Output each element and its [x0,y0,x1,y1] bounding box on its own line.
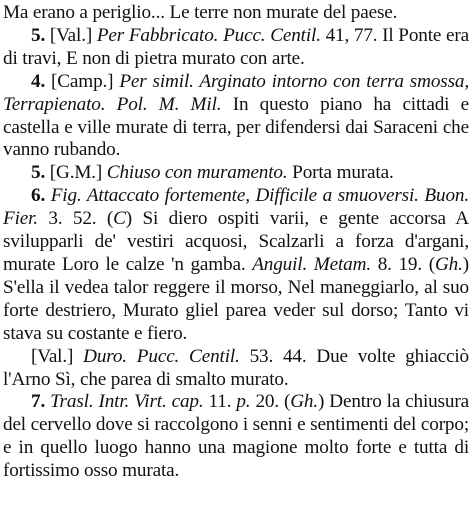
body-text: 41, 77. Il Ponte era di travi, E non di pietra murato con arte. [3,24,469,69]
body-text: [G.M.] [49,162,107,184]
body-text: 11. [208,391,237,413]
dictionary-page [3,2,469,483]
italic-text: p. [236,391,256,413]
italic-text: Per Fabbricato. Pucc. Centil. [96,24,326,46]
body-text: ) Dentro la chiusura del cervello dove si raccolgono i senni e sentimenti del corpo; e in quello luogo hanno una magione molto forte e tutta di fortissimo osso murata. [3,391,469,482]
entry-number: 7. [31,391,51,413]
body-text: Ma erano a periglio... Le terre non murate del paese. [3,2,398,23]
body-text: [Camp.] [51,70,120,92]
body-text: ) S'ella il vedea talor reggere il morso, Nel maneggiarlo, al suo forte destriero, Murato gliel parea veder sul dorso; Tanto vi stava su costante e fiero. [3,253,469,344]
italic-text: Per simil. Arginato intorno con terra smossa, Terrapienato. Pol. M. Mil. [3,70,469,115]
italic-text: Trasl. Intr. Virt. cap. [50,391,209,413]
body-text: 20. ( [255,391,291,413]
body-text: ) Si diero ospiti varii, e gente accorsa A svilupparli de' vestiri acquosi, Scalzarli a forza d'argani, murate Loro le calze 'n gamba. [3,208,469,275]
body-text: 3. 52. ( [48,208,114,230]
body-text: [Val.] [49,24,97,46]
entry-paragraph [3,71,469,163]
entry-paragraph [3,391,469,483]
italic-text: C [113,208,126,230]
italic-text: Duro. Pucc. Centil. [83,345,250,367]
entry-paragraph [3,346,469,392]
italic-text: Gh. [290,391,319,413]
entry-number: 4. [31,70,52,92]
body-text: [Val.] [31,345,84,367]
entry-paragraph [3,185,469,345]
entry-number: 6. [31,185,51,207]
entry-paragraph [3,2,469,25]
italic-text: Chiuso con muramento. [106,162,293,184]
body-text: In questo piano ha cittadi e castella e ville murate di terra, per difendersi dai Saraceni che vanno rubando. [3,93,470,161]
body-text: 53. 44. Due volte ghiacciò l'Arno Sì, che parea di smalto murato. [3,345,469,390]
italic-text: Gh. [434,253,463,275]
entry-number: 5. [31,162,50,184]
entry-paragraph [3,162,469,185]
entry-number: 5. [31,24,50,46]
italic-text: Fig. Attaccato fortemente, Difficile a smuoversi. Buon. Fier. [3,185,469,230]
entry-paragraph [3,25,469,71]
body-text: 8. 19. ( [377,253,435,275]
italic-text: Anguil. Metam. [252,253,378,275]
body-text: Porta murata. [292,162,394,184]
